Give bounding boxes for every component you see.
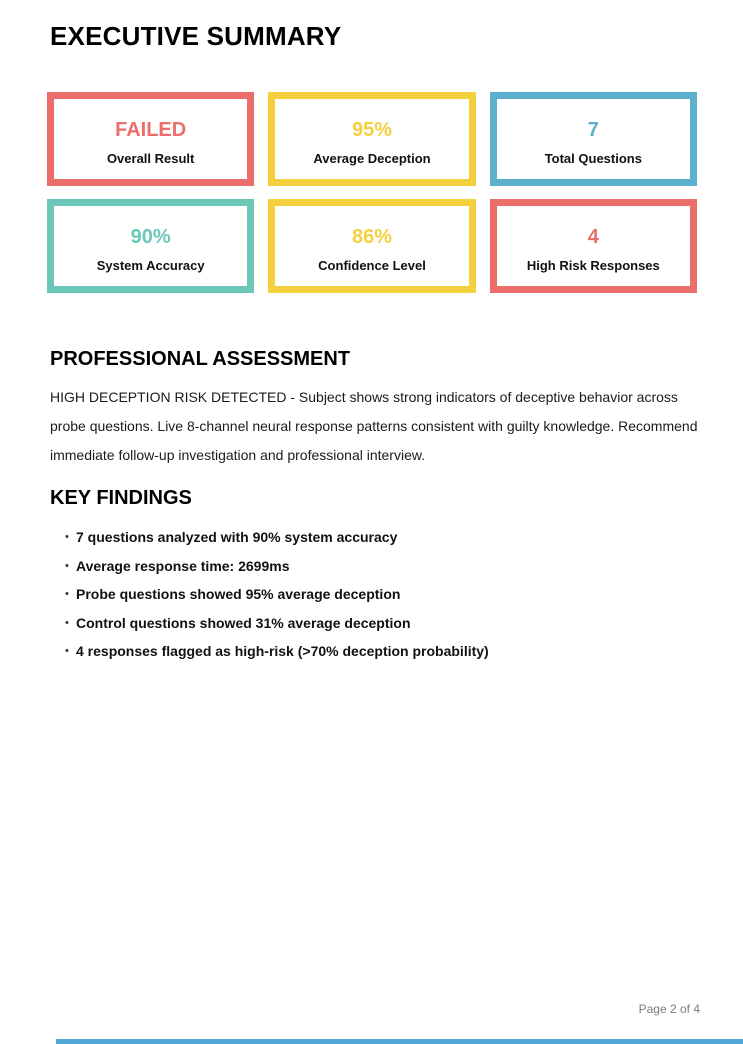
- stat-value: 86%: [351, 225, 392, 248]
- stat-label: Confidence Level: [318, 257, 426, 273]
- stat-card: [47, 199, 254, 293]
- key-finding-item: • Average response time: 2699ms: [65, 552, 697, 581]
- stat-card: [268, 92, 475, 186]
- stat-card: [490, 92, 697, 186]
- key-finding-item: • 7 questions analyzed with 90% system accuracy: [65, 523, 697, 552]
- page-number: Page 2 of 4: [638, 1002, 700, 1016]
- stat-value: FAILED: [115, 118, 187, 141]
- stat-value: 95%: [351, 118, 392, 141]
- stat-card: [268, 199, 475, 293]
- page-title: EXECUTIVE SUMMARY: [50, 21, 342, 51]
- key-finding-item: • 4 responses flagged as high-risk (>70% deception probability): [65, 637, 697, 666]
- stat-value: 7: [587, 118, 599, 141]
- stat-card: [47, 92, 254, 186]
- stat-card: [490, 199, 697, 293]
- bottom-bar-partial: [56, 1039, 743, 1044]
- key-finding-item: • Control questions showed 31% average deception: [65, 609, 697, 638]
- professional-assessment-body: HIGH DECEPTION RISK DETECTED - Subject shows strong indicators of deceptive behavior across probe questions. Live 8-channel neural response patterns consistent with guilty knowledge. Recommend immediate follow-up investigation and professional interview.: [50, 389, 698, 463]
- stat-label: Average Deception: [313, 150, 431, 166]
- stat-label: System Accuracy: [96, 257, 205, 273]
- key-findings-heading: KEY FINDINGS: [50, 487, 192, 509]
- stat-value: 90%: [130, 225, 171, 248]
- stat-label: High Risk Responses: [526, 257, 660, 273]
- key-finding-item: • Probe questions showed 95% average deception: [65, 580, 697, 609]
- key-findings-list: [65, 523, 697, 666]
- stat-label: Total Questions: [544, 150, 642, 166]
- professional-assessment-heading: PROFESSIONAL ASSESSMENT: [50, 348, 351, 370]
- stat-label: Overall Result: [106, 150, 195, 166]
- stat-value: 4: [587, 225, 599, 248]
- stats-grid: [47, 92, 697, 293]
